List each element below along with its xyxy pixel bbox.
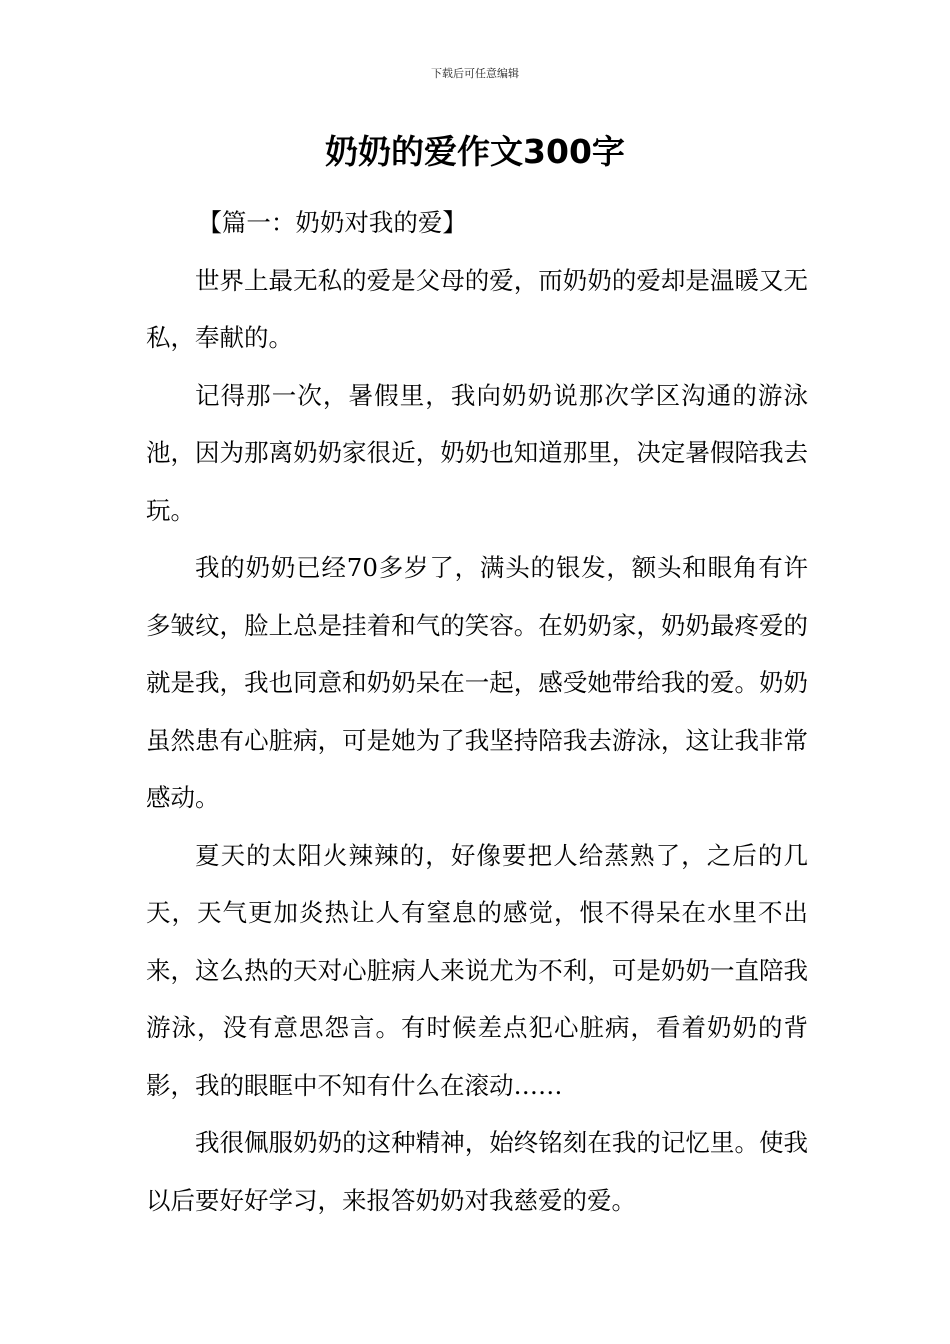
paragraph: 我很佩服奶奶的这种精神，始终铭刻在我的记忆里。使我以后要好好学习，来报答奶奶对我慈爱的爱。	[146, 1128, 808, 1215]
paragraph: 我的奶奶已经70多岁了，满头的银发，额头和眼角有许多皱纹，脸上总是挂着和气的笑容。在奶奶家，奶奶最疼爱的就是我，我也同意和奶奶呆在一起，感受她带给我的爱。奶奶虽然患有心脏病，可是她为了我坚持陪我去游泳，这让我非常感动。	[146, 553, 808, 812]
section-heading: 【篇一：奶奶对我的爱】	[197, 208, 467, 237]
paragraph: 世界上最无私的爱是父母的爱，而奶奶的爱却是温暖又无私，奉献的。	[146, 265, 808, 352]
header-note: 下载后可任意编辑	[431, 67, 519, 80]
document-body	[146, 194, 808, 1229]
document-title: 奶奶的爱作文300字	[325, 132, 625, 171]
paragraph: 记得那一次，暑假里，我向奶奶说那次学区沟通的游泳池，因为那离奶奶家很近，奶奶也知道那里，决定暑假陪我去玩。	[146, 380, 808, 525]
paragraph: 夏天的太阳火辣辣的，好像要把人给蒸熟了，之后的几天，天气更加炎热让人有窒息的感觉，恨不得呆在水里不出来，这么热的天对心脏病人来说尤为不利，可是奶奶一直陪我游泳，没有意思怨言。有时候差点犯心脏病，看着奶奶的背影，我的眼眶中不知有什么在滚动……	[146, 840, 808, 1100]
